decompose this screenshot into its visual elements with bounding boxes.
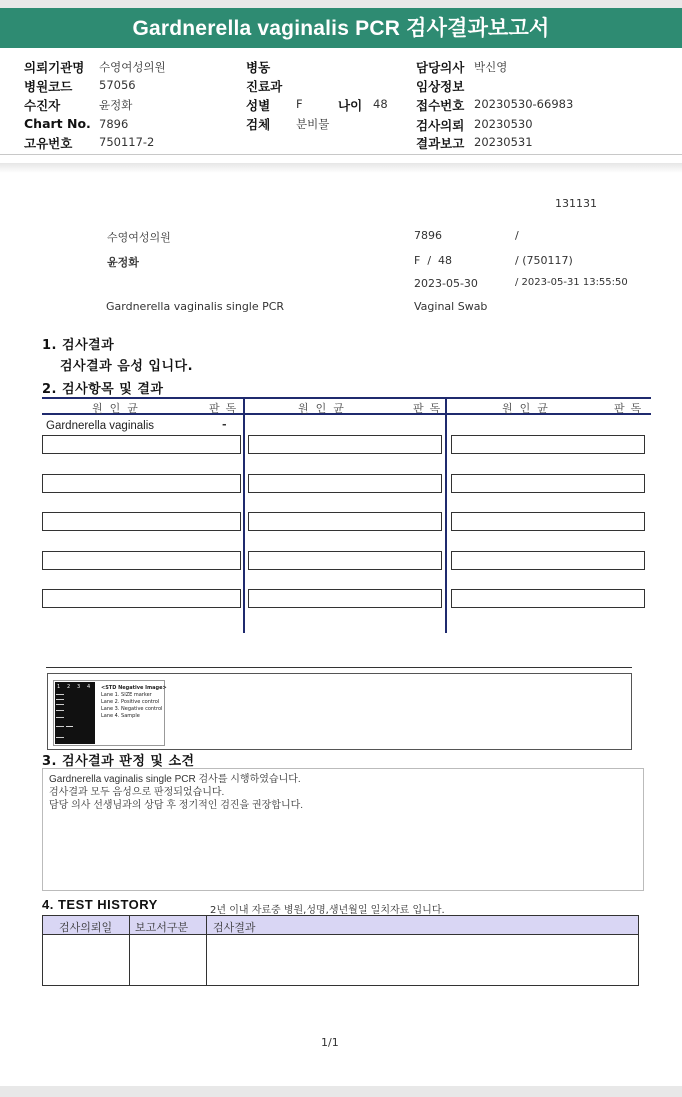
sub-slash: / [515,229,519,242]
info-unique-id: 고유번호 750117-2 [24,135,155,151]
page-number: 1/1 [321,1036,339,1049]
opinion-line: 담당 의사 선생님과의 상담 후 정기적인 검진을 권장합니다. [49,800,304,811]
history-col-divider [206,916,207,985]
empty-cell [248,551,442,570]
gel-image [53,680,165,746]
section3-title: 3. 검사결과 판정 및 소견 [42,754,195,769]
gel-legend [101,685,167,720]
info-patient-name: 수진자 윤정화 [24,98,133,113]
table-divider-2 [445,397,447,633]
info-receipt-no: 접수번호 20230530-66983 [416,97,574,113]
lane-label-1: 1 [57,684,61,690]
info-request-date: 검사의뢰 20230530 [416,117,533,133]
marker-band [56,717,64,718]
marker-band [56,737,64,738]
empty-cell [248,512,442,531]
gel-legend-line: Lane 1. SIZE marker [101,692,152,698]
top-gray-bar [0,0,682,8]
empty-cell [451,589,645,608]
info-clinical: 임상정보 [416,79,465,94]
history-header [43,916,638,935]
opinion-box [42,768,644,891]
header-divider [0,154,682,155]
marker-band [56,710,64,711]
gel-title: <STD Negative Image> [101,685,167,691]
history-header-report-type: 보고서구분 [135,921,189,934]
section4-note: 2년 이내 자료중 병원,성명,생년월일 일치자료 입니다. [210,905,445,916]
section4-title: 4. TEST HISTORY [42,897,158,912]
gel-lanes-image [55,682,95,744]
lane-label-3: 3 [77,684,81,690]
info-department: 진료과 [246,79,283,94]
gel-legend-line: Lane 3. Negative control [101,706,163,712]
sub-patient-name: 윤정화 [107,256,139,269]
info-age: 나이 48 [338,97,388,113]
empty-cell [42,551,241,570]
info-chart-no: Chart No. 7896 [24,116,129,131]
info-hospital-code: 병원코드 57056 [24,78,136,94]
col-header-organism-3: 원인균 [502,402,555,415]
opinion-line: Gardnerella vaginalis single PCR 검사를 시행하였습니다. [49,774,301,785]
empty-cell [451,435,645,454]
col-header-organism-2: 원인균 [298,402,351,415]
sub-specimen: Vaginal Swab [414,300,488,313]
col-header-judgement-2: 판독 [413,402,447,415]
sub-request-date: 2023-05-30 [414,277,478,290]
info-doctor: 담당의사 박신영 [416,60,508,75]
gel-divider [46,667,632,668]
marker-band [56,726,64,727]
info-ward: 병동 [246,60,271,75]
history-header-request-date: 검사의뢰일 [59,921,113,934]
empty-cell [248,589,442,608]
section2-title: 2. 검사항목 및 결과 [42,382,164,397]
positive-band [66,726,73,727]
history-table [42,915,639,986]
sub-chart-no: 7896 [414,229,442,242]
report-title: Gardnerella vaginalis PCR 검사결과보고서 [0,8,682,48]
sub-code: 131131 [555,197,597,210]
marker-band [56,699,64,700]
empty-cell [451,551,645,570]
marker-band [56,704,64,705]
info-specimen: 검체 분비물 [246,117,330,132]
lane-label-4: 4 [87,684,91,690]
sub-id: / (750117) [515,254,573,267]
col-header-organism-1: 원인균 [92,402,145,415]
gel-legend-line: Lane 2. Positive control [101,699,160,705]
opinion-line: 검사결과 모두 음성으로 판정되었습니다. [49,787,225,798]
history-col-divider [129,916,130,985]
empty-cell [451,512,645,531]
empty-cell [42,474,241,493]
empty-cell [42,512,241,531]
sub-report-datetime: / 2023-05-31 13:55:50 [515,277,628,288]
empty-cell [248,474,442,493]
table-top-line [42,397,651,399]
empty-cell [451,474,645,493]
info-sex: 성별 F [246,97,303,113]
sub-test-name: Gardnerella vaginalis single PCR [106,300,285,313]
page-shadow [0,163,682,173]
bottom-gray-bar [0,1086,682,1097]
empty-cell [248,435,442,454]
empty-cell [42,435,241,454]
section1-result: 검사결과 음성 입니다. [60,359,194,374]
marker-band [56,694,64,695]
result-judgement: - [222,418,227,431]
section1-title: 1. 검사결과 [42,338,115,353]
sub-sex-age: F / 48 [414,254,453,267]
sub-hospital: 수영여성의원 [107,231,171,244]
lane-label-2: 2 [67,684,71,690]
info-hospital-name: 의뢰기관명 수영여성의원 [24,60,166,75]
result-organism: Gardnerella vaginalis [46,420,155,432]
gel-image-frame [47,673,632,750]
gel-bands [55,682,95,744]
info-report-date: 결과보고 20230531 [416,135,533,151]
col-header-judgement-1: 판독 [209,402,243,415]
empty-cell [42,589,241,608]
table-divider-1 [243,397,245,633]
history-header-result: 검사결과 [213,921,256,934]
col-header-judgement-3: 판독 [614,402,648,415]
gel-legend-line: Lane 4. Sample [101,713,140,719]
